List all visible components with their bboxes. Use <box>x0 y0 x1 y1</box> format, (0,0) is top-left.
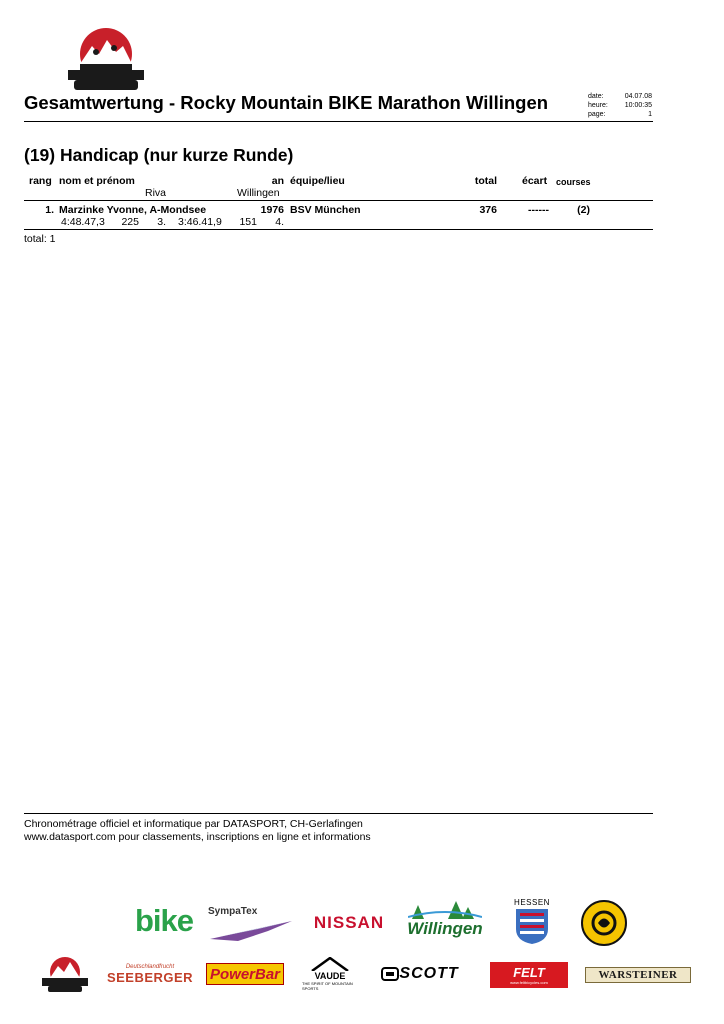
header-name: nom et prénom <box>59 175 135 187</box>
header-willingen: Willingen <box>237 187 280 199</box>
rocky-mountain-small-logo <box>40 954 90 994</box>
date-value: 04.07.08 <box>624 93 652 100</box>
row-team: BSV München <box>290 204 361 216</box>
warsteiner-logo <box>585 967 691 983</box>
hessen-crest-icon <box>514 907 550 945</box>
table-header-divider <box>24 200 653 201</box>
sympatex-logo <box>208 904 294 942</box>
felt-logo <box>490 962 568 988</box>
row-courses: (2) <box>577 204 590 216</box>
page-value: 1 <box>648 111 652 118</box>
seeberger-logo <box>106 962 194 986</box>
row-total: 376 <box>479 204 497 216</box>
header-courses: courses <box>556 177 591 187</box>
vaude-logo <box>302 956 358 992</box>
header-an: an <box>271 175 284 187</box>
vaude-mountain-icon <box>310 957 350 971</box>
header-ecart: écart <box>522 175 548 187</box>
rocky-mountain-marathon-logo <box>66 26 146 92</box>
scott-mark-icon <box>381 967 399 981</box>
vaude-text: VAUDE <box>314 971 346 981</box>
footer-text <box>24 818 371 844</box>
hessen-logo <box>510 896 554 946</box>
header-total: total <box>474 175 497 187</box>
report-meta <box>588 92 652 119</box>
scott-logo <box>374 966 466 982</box>
page-label: page: <box>588 111 606 118</box>
footer-line-2: www.datasport.com pour classements, inscriptions en ligne et informations <box>24 831 371 843</box>
scott-text: SCOTT <box>399 965 459 982</box>
total-count: total: 1 <box>24 233 56 245</box>
row-an: 1976 <box>260 204 284 216</box>
table-bottom-divider <box>24 229 653 230</box>
seeberger-tagline: Deutschlandfrucht <box>125 963 175 970</box>
sympatex-swoosh-icon <box>208 917 294 941</box>
seeberger-text: SEEBERGER <box>106 969 194 985</box>
willingen-logo <box>408 898 482 940</box>
hessen-text: HESSEN <box>514 897 550 907</box>
trees-icon <box>408 899 482 919</box>
vaude-tagline: THE SPIRIT OF MOUNTAIN SPORTS <box>302 981 353 991</box>
gold-emblem-logo <box>581 900 627 946</box>
powerbar-text: PowerBar <box>209 965 281 983</box>
felt-url: www.feltbicycles.com <box>510 980 548 985</box>
footer-divider <box>24 813 653 814</box>
nissan-logo: NISSAN <box>313 913 385 932</box>
row-riva-time: 4:48.47,3 <box>61 216 105 228</box>
category-title: (19) Handicap (nur kurze Runde) <box>24 145 294 165</box>
row-ecart: ------ <box>528 204 549 216</box>
date-label: date: <box>588 93 604 100</box>
row-riva-rank: 3. <box>157 216 166 228</box>
page-title: Gesamtwertung - Rocky Mountain BIKE Marathon Willingen <box>24 92 549 113</box>
felt-text: FELT <box>513 965 545 980</box>
row-riva-points: 225 <box>121 216 139 228</box>
header-team: équipe/lieu <box>290 175 345 187</box>
time-value: 10:00:35 <box>624 102 652 109</box>
warsteiner-text: WARSTEINER <box>598 969 678 981</box>
row-willingen-rank: 4. <box>275 216 284 228</box>
row-rang: 1. <box>45 204 54 216</box>
row-willingen-points: 151 <box>239 216 257 228</box>
powerbar-logo <box>206 963 284 985</box>
time-label: heure: <box>588 102 608 109</box>
row-name: Marzinke Yvonne, A-Mondsee <box>59 204 207 216</box>
sympatex-text: SympaTex <box>208 905 258 917</box>
footer-line-1: Chronométrage officiel et informatique par DATASPORT, CH-Gerlafingen <box>24 818 363 830</box>
emblem-icon <box>589 908 619 938</box>
header-riva: Riva <box>145 187 167 199</box>
bike-logo: bike <box>134 903 194 938</box>
willingen-text: Willingen <box>407 919 483 938</box>
header-divider <box>24 121 653 122</box>
header-rang: rang <box>29 175 52 187</box>
row-willingen-time: 3:46.41,9 <box>178 216 222 228</box>
